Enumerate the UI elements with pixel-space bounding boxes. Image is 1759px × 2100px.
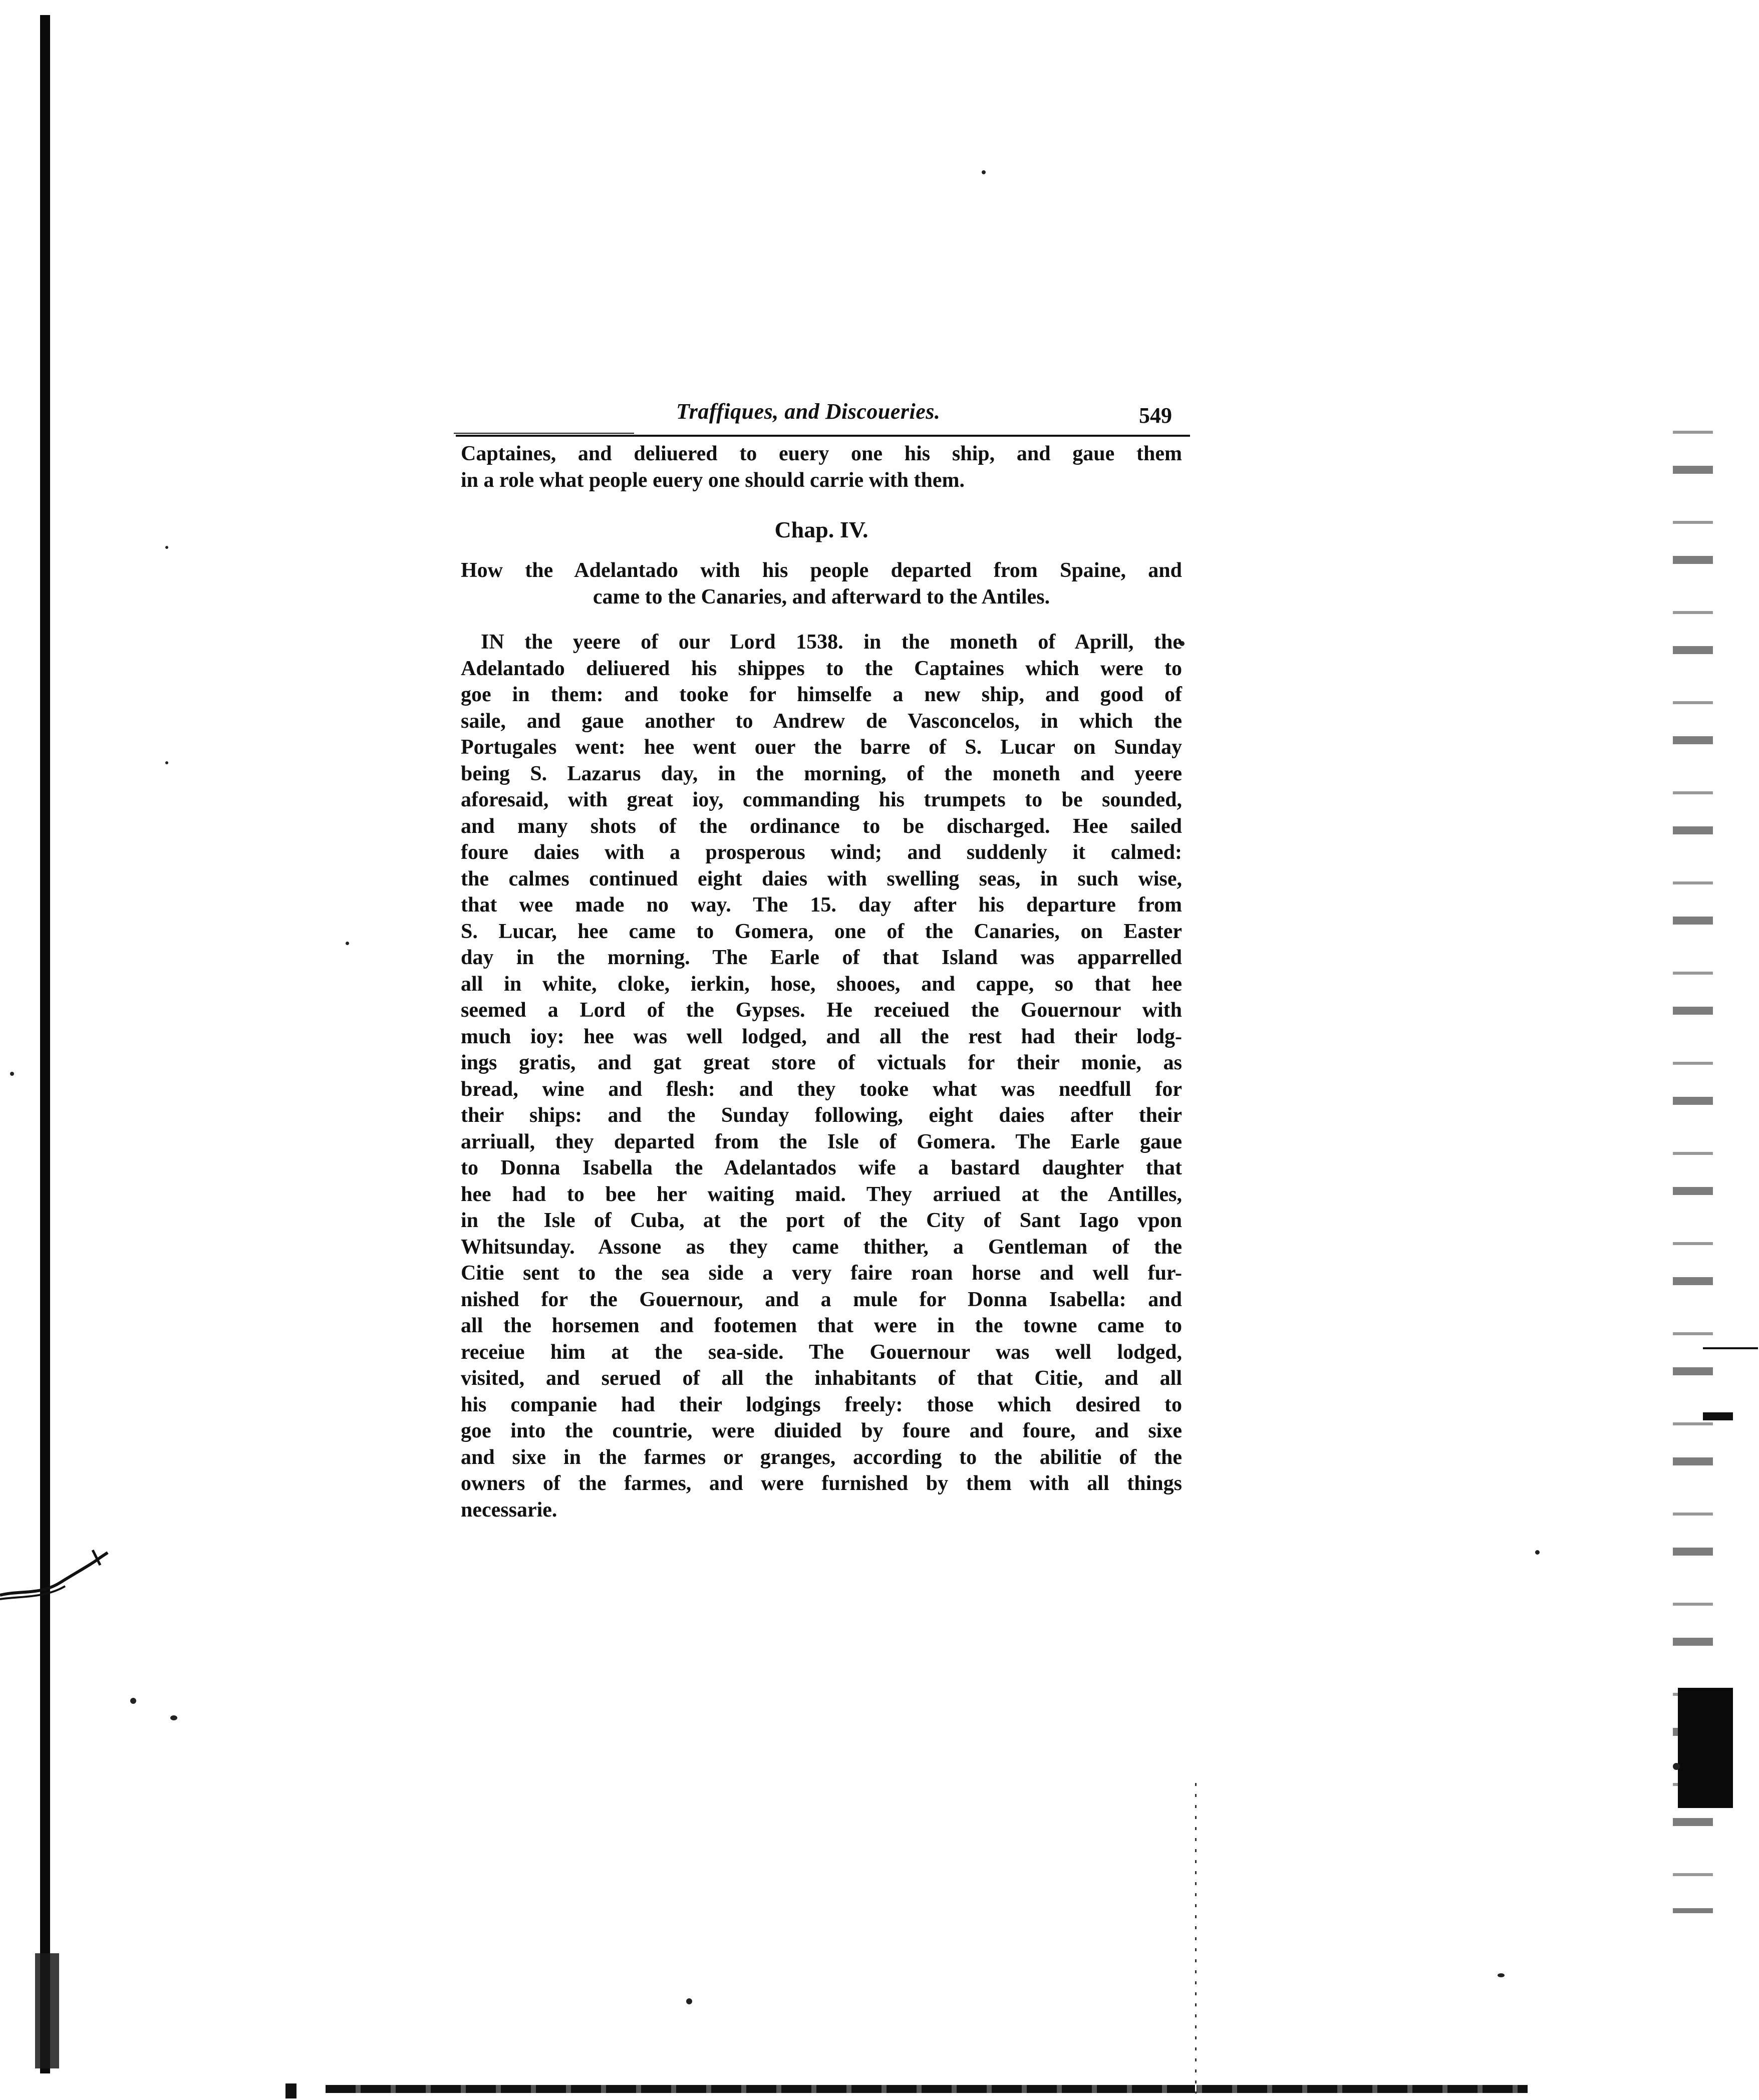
text-line: and sixe in the farmes or granges, according to the abilitie of the: [461, 1445, 1182, 1469]
text-line: receiue him at the sea-side. The Gouernour was well lodged,: [461, 1340, 1182, 1364]
text-line: hee had to bee her waiting maid. They arriued at the Antilles,: [461, 1182, 1182, 1206]
bottom-edge-mark: [285, 2083, 297, 2098]
running-head-title: Traffiques, and Discoueries.: [676, 399, 941, 424]
summary-line: How the Adelantado with his people departed from Spaine, and: [461, 559, 1182, 582]
text-line: owners of the farmes, and were furnished by them with all things: [461, 1472, 1182, 1495]
text-line: visited, and serued of all the inhabitants of that Citie, and all: [461, 1367, 1182, 1390]
text-line: necessarie.: [461, 1498, 557, 1522]
text-line: day in the morning. The Earle of that Island was apparrelled: [461, 946, 1182, 969]
text-line: aforesaid, with great ioy, commanding his trumpets to be sounded,: [461, 788, 1182, 811]
bookmark-ribbon-image: [0, 1535, 110, 1605]
bottom-edge-shadow: [326, 2085, 1528, 2093]
scan-speck: [1535, 1550, 1540, 1555]
right-edge-ink-block: [1678, 1688, 1733, 1808]
text-line: that wee made no way. The 15. day after his departure from: [461, 893, 1182, 917]
text-line: his companie had their lodgings freely: those which desired to: [461, 1393, 1182, 1416]
carryover-paragraph: [461, 441, 1182, 493]
text-line: Captaines, and deliuered to euery one his ship, and gaue them: [461, 442, 1182, 465]
scan-speck: [686, 1998, 692, 2004]
text-line: arriuall, they departed from the Isle of Gomera. The Earle gaue: [461, 1130, 1182, 1153]
text-line: Citie sent to the sea side a very faire roan horse and well fur-: [461, 1262, 1182, 1285]
page-binding-shadow-tail: [35, 1953, 59, 2068]
scan-speck: [1498, 1973, 1505, 1977]
right-edge-mark: [1703, 1412, 1733, 1420]
text-line: their ships: and the Sunday following, eight daies after their: [461, 1104, 1182, 1127]
text-line: seemed a Lord of the Gypses. He receiued the Gouernour with: [461, 999, 1182, 1022]
text-line: Portugales went: hee went ouer the barre of S. Lucar on Sunday: [461, 736, 1182, 759]
text-line: goe in them: and tooke for himselfe a new ship, and good of: [461, 683, 1182, 706]
text-line: being S. Lazarus day, in the morning, of the moneth and yeere: [461, 762, 1182, 785]
text-line: in a role what people euery one should carrie with them.: [461, 468, 965, 492]
chapter-heading: Chap. IV.: [774, 517, 868, 542]
scan-speck: [130, 1698, 136, 1704]
text-line: all in white, cloke, ierkin, hose, shooes, and cappe, so that hee: [461, 972, 1182, 996]
text-line: bread, wine and flesh: and they tooke what was needfull for: [461, 1077, 1182, 1101]
text-line: ings gratis, and gat great store of victuals for their monie, as: [461, 1051, 1182, 1074]
text-line: foure daies with a prosperous wind; and suddenly it calmed:: [461, 841, 1182, 864]
scan-speck: [982, 170, 986, 174]
text-line: Whitsunday. Assone as they came thither, a Gentleman of the: [461, 1235, 1182, 1259]
head-rule: [454, 433, 634, 434]
text-line: Adelantado deliuered his shippes to the Captaines which were to: [461, 657, 1182, 680]
text-line: much ioy: hee was well lodged, and all the rest had their lodg-: [461, 1025, 1182, 1048]
text-line: saile, and gaue another to Andrew de Vasconcelos, in which the: [461, 709, 1182, 733]
gutter-dotted-line: [1195, 1783, 1197, 2093]
chapter-summary: [461, 557, 1182, 610]
scan-speck: [170, 1715, 177, 1720]
summary-line: came to the Canaries, and afterward to the Antiles.: [593, 585, 1050, 609]
text-line: the calmes continued eight daies with swelling seas, in such wise,: [461, 867, 1182, 890]
scan-speck: [346, 942, 349, 945]
running-head: [461, 396, 1182, 431]
text-line: goe into the countrie, were diuided by foure and foure, and sixe: [461, 1419, 1182, 1442]
text-line: in the Isle of Cuba, at the port of the City of Sant Iago vpon: [461, 1209, 1182, 1232]
book-page: [461, 396, 1182, 1523]
text-line: nished for the Gouernour, and a mule for Donna Isabella: and: [461, 1288, 1182, 1311]
scan-speck: [165, 761, 168, 764]
page-binding-shadow: [40, 15, 50, 2073]
scan-speck: [10, 1072, 14, 1076]
head-rule: [456, 435, 1190, 437]
page-number: 549: [1139, 403, 1172, 428]
right-edge-mark: [1703, 1347, 1758, 1349]
text-line: and many shots of the ordinance to be discharged. Hee sailed: [461, 814, 1182, 838]
text-line: all the horsemen and footemen that were in the towne came to: [461, 1314, 1182, 1337]
text-line: S. Lucar, hee came to Gomera, one of the Canaries, on Easter: [461, 920, 1182, 943]
body-paragraph: [461, 629, 1182, 1523]
text-line: to Donna Isabella the Adelantados wife a bastard daughter that: [461, 1156, 1182, 1179]
text-line: IN the yeere of our Lord 1538. in the moneth of Aprill, the: [481, 631, 1182, 654]
scan-speck: [1673, 1763, 1680, 1770]
scan-speck: [165, 546, 168, 549]
